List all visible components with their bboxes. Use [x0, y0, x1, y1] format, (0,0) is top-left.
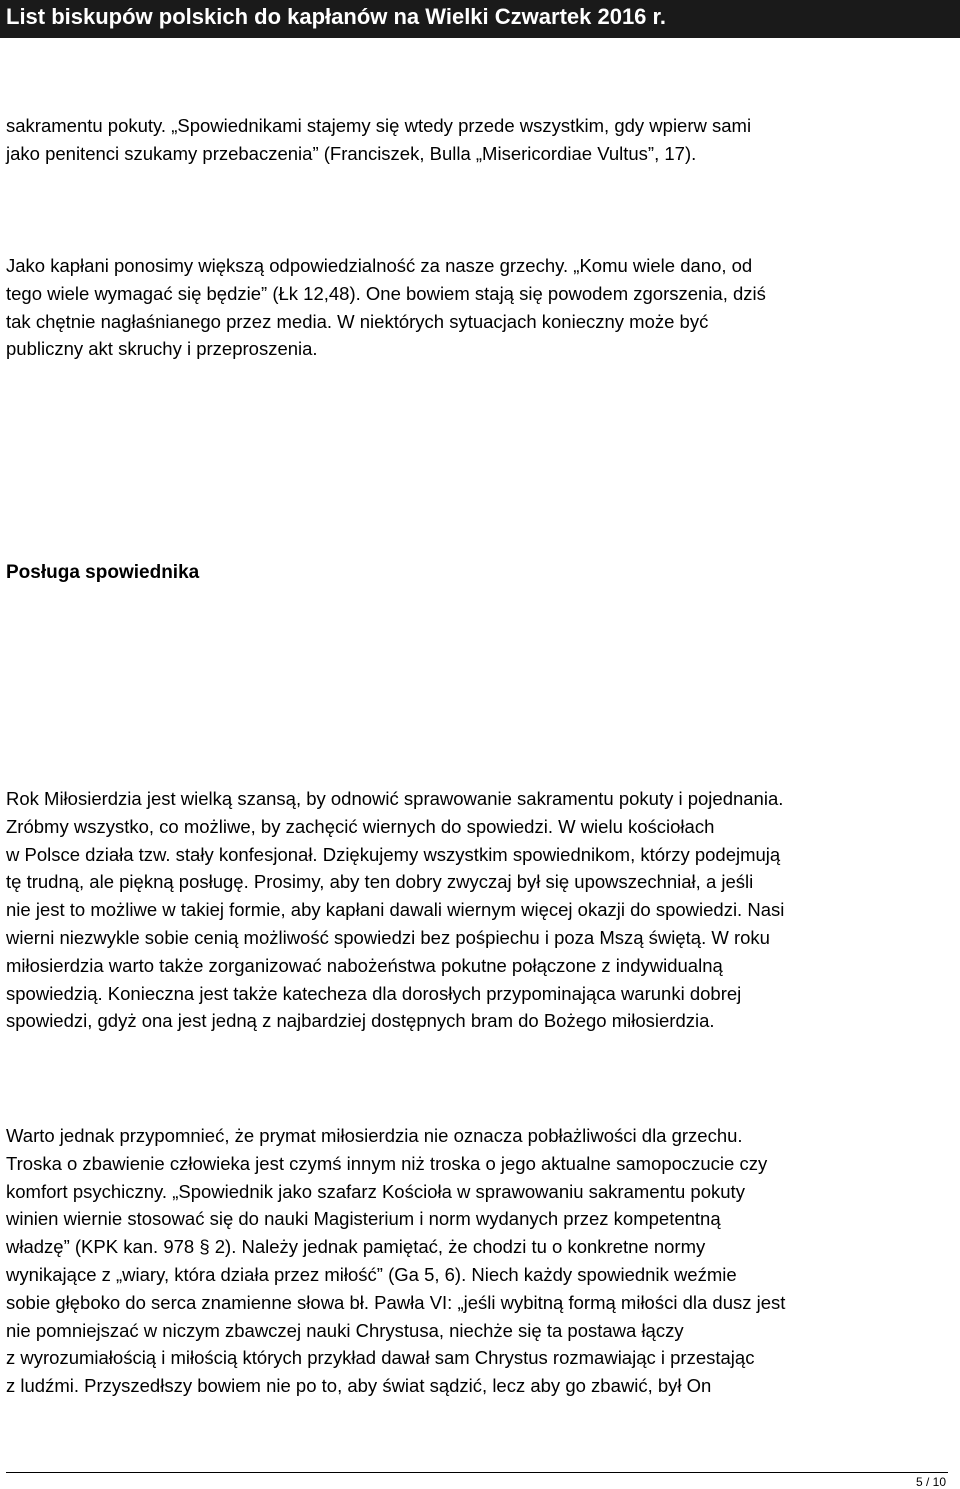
text-line: publiczny akt skruchy i przeproszenia.: [6, 338, 318, 360]
paragraph-3: [6, 785, 956, 1035]
page-number: 5 / 10: [915, 1475, 946, 1489]
text-line: tak chętnie nagłaśnianego przez media. W niektórych sytuacjach konieczny może być: [6, 310, 709, 332]
text-line: nie pomniejszać w niczym zbawczej nauki Chrystusa, niechże się ta postawa łączy: [6, 1319, 684, 1341]
text-line: Zróbmy wszystko, co możliwe, by zachęcić wiernych do spowiedzi. W wielu kościołach: [6, 815, 715, 837]
text-line: jako penitenci szukamy przebaczenia” (Franciszek, Bulla „Misericordiae Vultus”, 17).: [6, 142, 697, 164]
text-line: nie jest to możliwe w takiej formie, aby kapłani dawali wiernym więcej okazji do spowiedzi. Nasi: [6, 899, 785, 921]
paragraph-2: [6, 252, 956, 363]
text-line: władzę” (KPK kan. 978 § 2). Należy jednak pamiętać, że chodzi tu o konkretne normy: [6, 1236, 706, 1258]
header-bar: [0, 0, 960, 38]
text-line: Troska o zbawienie człowieka jest czymś innym niż troska o jego aktualne samopoczucie czy: [6, 1152, 768, 1174]
text-line: Rok Miłosierdzia jest wielką szansą, by odnowić sprawowanie sakramentu pokuty i pojednania.: [6, 788, 784, 809]
text-line: Jako kapłani ponosimy większą odpowiedzialność za nasze grzechy. „Komu wiele dano, od: [6, 255, 753, 276]
text-line: wierni niezwykle sobie cenią możliwość spowiedzi bez pośpiechu i poza Mszą świętą. W roku: [6, 926, 770, 948]
text-line: z ludźmi. Przyszedłszy bowiem nie po to, aby świat sądzić, lecz aby go zbawić, był On: [6, 1375, 712, 1397]
paragraph-4: [6, 1122, 956, 1400]
text-line: winien wiernie stosować się do nauki Magisterium i norm wydanych przez kompetentną: [6, 1208, 721, 1230]
text-line: sakramentu pokuty. „Spowiednikami stajemy się wtedy przede wszystkim, gdy wpierw sami: [6, 115, 752, 136]
text-line: tę trudną, ale piękną posługę. Prosimy, aby ten dobry zwyczaj był się upowszechniał, a jeśli: [6, 871, 754, 893]
text-line: tego wiele wymagać się będzie” (Łk 12,48). One bowiem stają się powodem zgorszenia, dziś: [6, 282, 766, 304]
footer-divider: [6, 1472, 948, 1473]
text-line: z wyrozumiałością i miłością których przykład dawał sam Chrystus rozmawiając i przestając: [6, 1347, 755, 1369]
text-line: wynikające z „wiary, która działa przez miłość” (Ga 5, 6). Niech każdy spowiednik weźmie: [6, 1263, 737, 1285]
text-line: komfort psychiczny. „Spowiednik jako szafarz Kościoła w sprawowaniu sakramentu pokuty: [6, 1180, 745, 1202]
section-heading: Posługa spowiednika: [6, 562, 200, 583]
text-line: Warto jednak przypomnieć, że prymat miłosierdzia nie oznacza pobłażliwości dla grzechu.: [6, 1125, 743, 1146]
text-line: w Polsce działa tzw. stały konfesjonał. Dziękujemy wszystkim spowiednikom, którzy podejmują: [6, 843, 781, 865]
text-line: sobie głęboko do serca znamienne słowa bł. Pawła VI: „jeśli wybitną formą miłości dla dusz jest: [6, 1291, 786, 1313]
document-title: List biskupów polskich do kapłanów na Wielki Czwartek 2016 r.: [6, 4, 666, 29]
text-line: miłosierdzia warto także zorganizować nabożeństwa pokutne połączone z indywidualną: [6, 954, 723, 976]
text-line: spowiedzią. Konieczna jest także katecheza dla dorosłych przypominająca warunki dobrej: [6, 982, 742, 1004]
paragraph-1: [6, 112, 956, 168]
text-line: spowiedzi, gdyż ona jest jedną z najbardziej dostępnych bram do Bożego miłosierdzia.: [6, 1010, 715, 1032]
